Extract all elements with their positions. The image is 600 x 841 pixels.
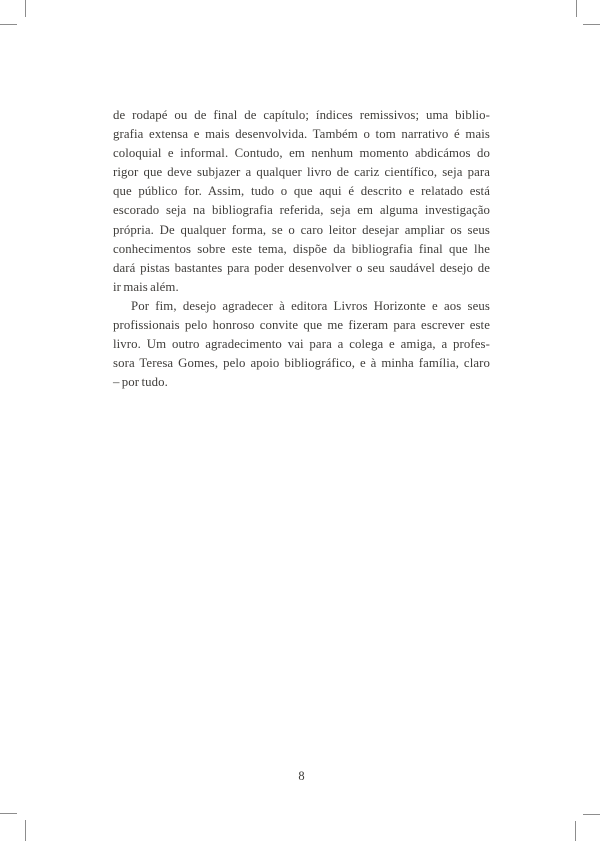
text-line: dará pistas bastantes para poder desenvolver o seu saudável desejo de (113, 260, 490, 275)
paragraph (113, 297, 490, 392)
text-line: livro. Um outro agradecimento vai para a colega e amiga, a profes- (113, 337, 490, 352)
text-line: ir mais além. (113, 279, 179, 294)
text-line: grafia extensa e mais desenvolvida. Também o tom narrativo é mais (113, 127, 490, 142)
crop-mark-top-left-vertical (25, 0, 26, 17)
text-line: sora Teresa Gomes, pelo apoio bibliográfico, e à minha família, claro (113, 356, 490, 371)
crop-mark-bottom-right-horizontal (583, 814, 600, 815)
text-line: rigor que deve subjazer a qualquer livro de cariz científico, seja para (113, 165, 490, 180)
crop-mark-top-right-horizontal (583, 24, 600, 25)
text-line: de rodapé ou de final de capítulo; índices remissivos; uma biblio- (113, 108, 490, 122)
crop-mark-bottom-left-vertical (25, 820, 26, 841)
crop-mark-top-left-horizontal (0, 24, 17, 25)
text-line: – por tudo. (113, 375, 168, 390)
text-line: conhecimentos sobre este tema, dispõe da bibliografia final que lhe (113, 241, 490, 256)
page-number: 8 (298, 769, 305, 783)
text-line: que público for. Assim, tudo o que aqui é descrito e relatado está (113, 184, 490, 199)
crop-mark-top-right-vertical (576, 0, 577, 17)
text-line: profissionais pelo honroso convite que me fizeram para escrever este (113, 318, 490, 333)
text-line: escorado seja na bibliografia referida, seja em alguma investigação (113, 203, 490, 218)
crop-mark-bottom-right-vertical (575, 821, 576, 841)
text-line: Por fim, desejo agradecer à editora Livros Horizonte e aos seus (131, 298, 490, 313)
crop-mark-bottom-left-horizontal (0, 813, 17, 814)
paragraph (113, 106, 490, 297)
text-line: coloquial e informal. Contudo, em nenhum momento abdicámos do (113, 146, 490, 161)
body-text (113, 106, 490, 392)
text-line: própria. De qualquer forma, se o caro leitor desejar ampliar os seus (113, 222, 490, 237)
